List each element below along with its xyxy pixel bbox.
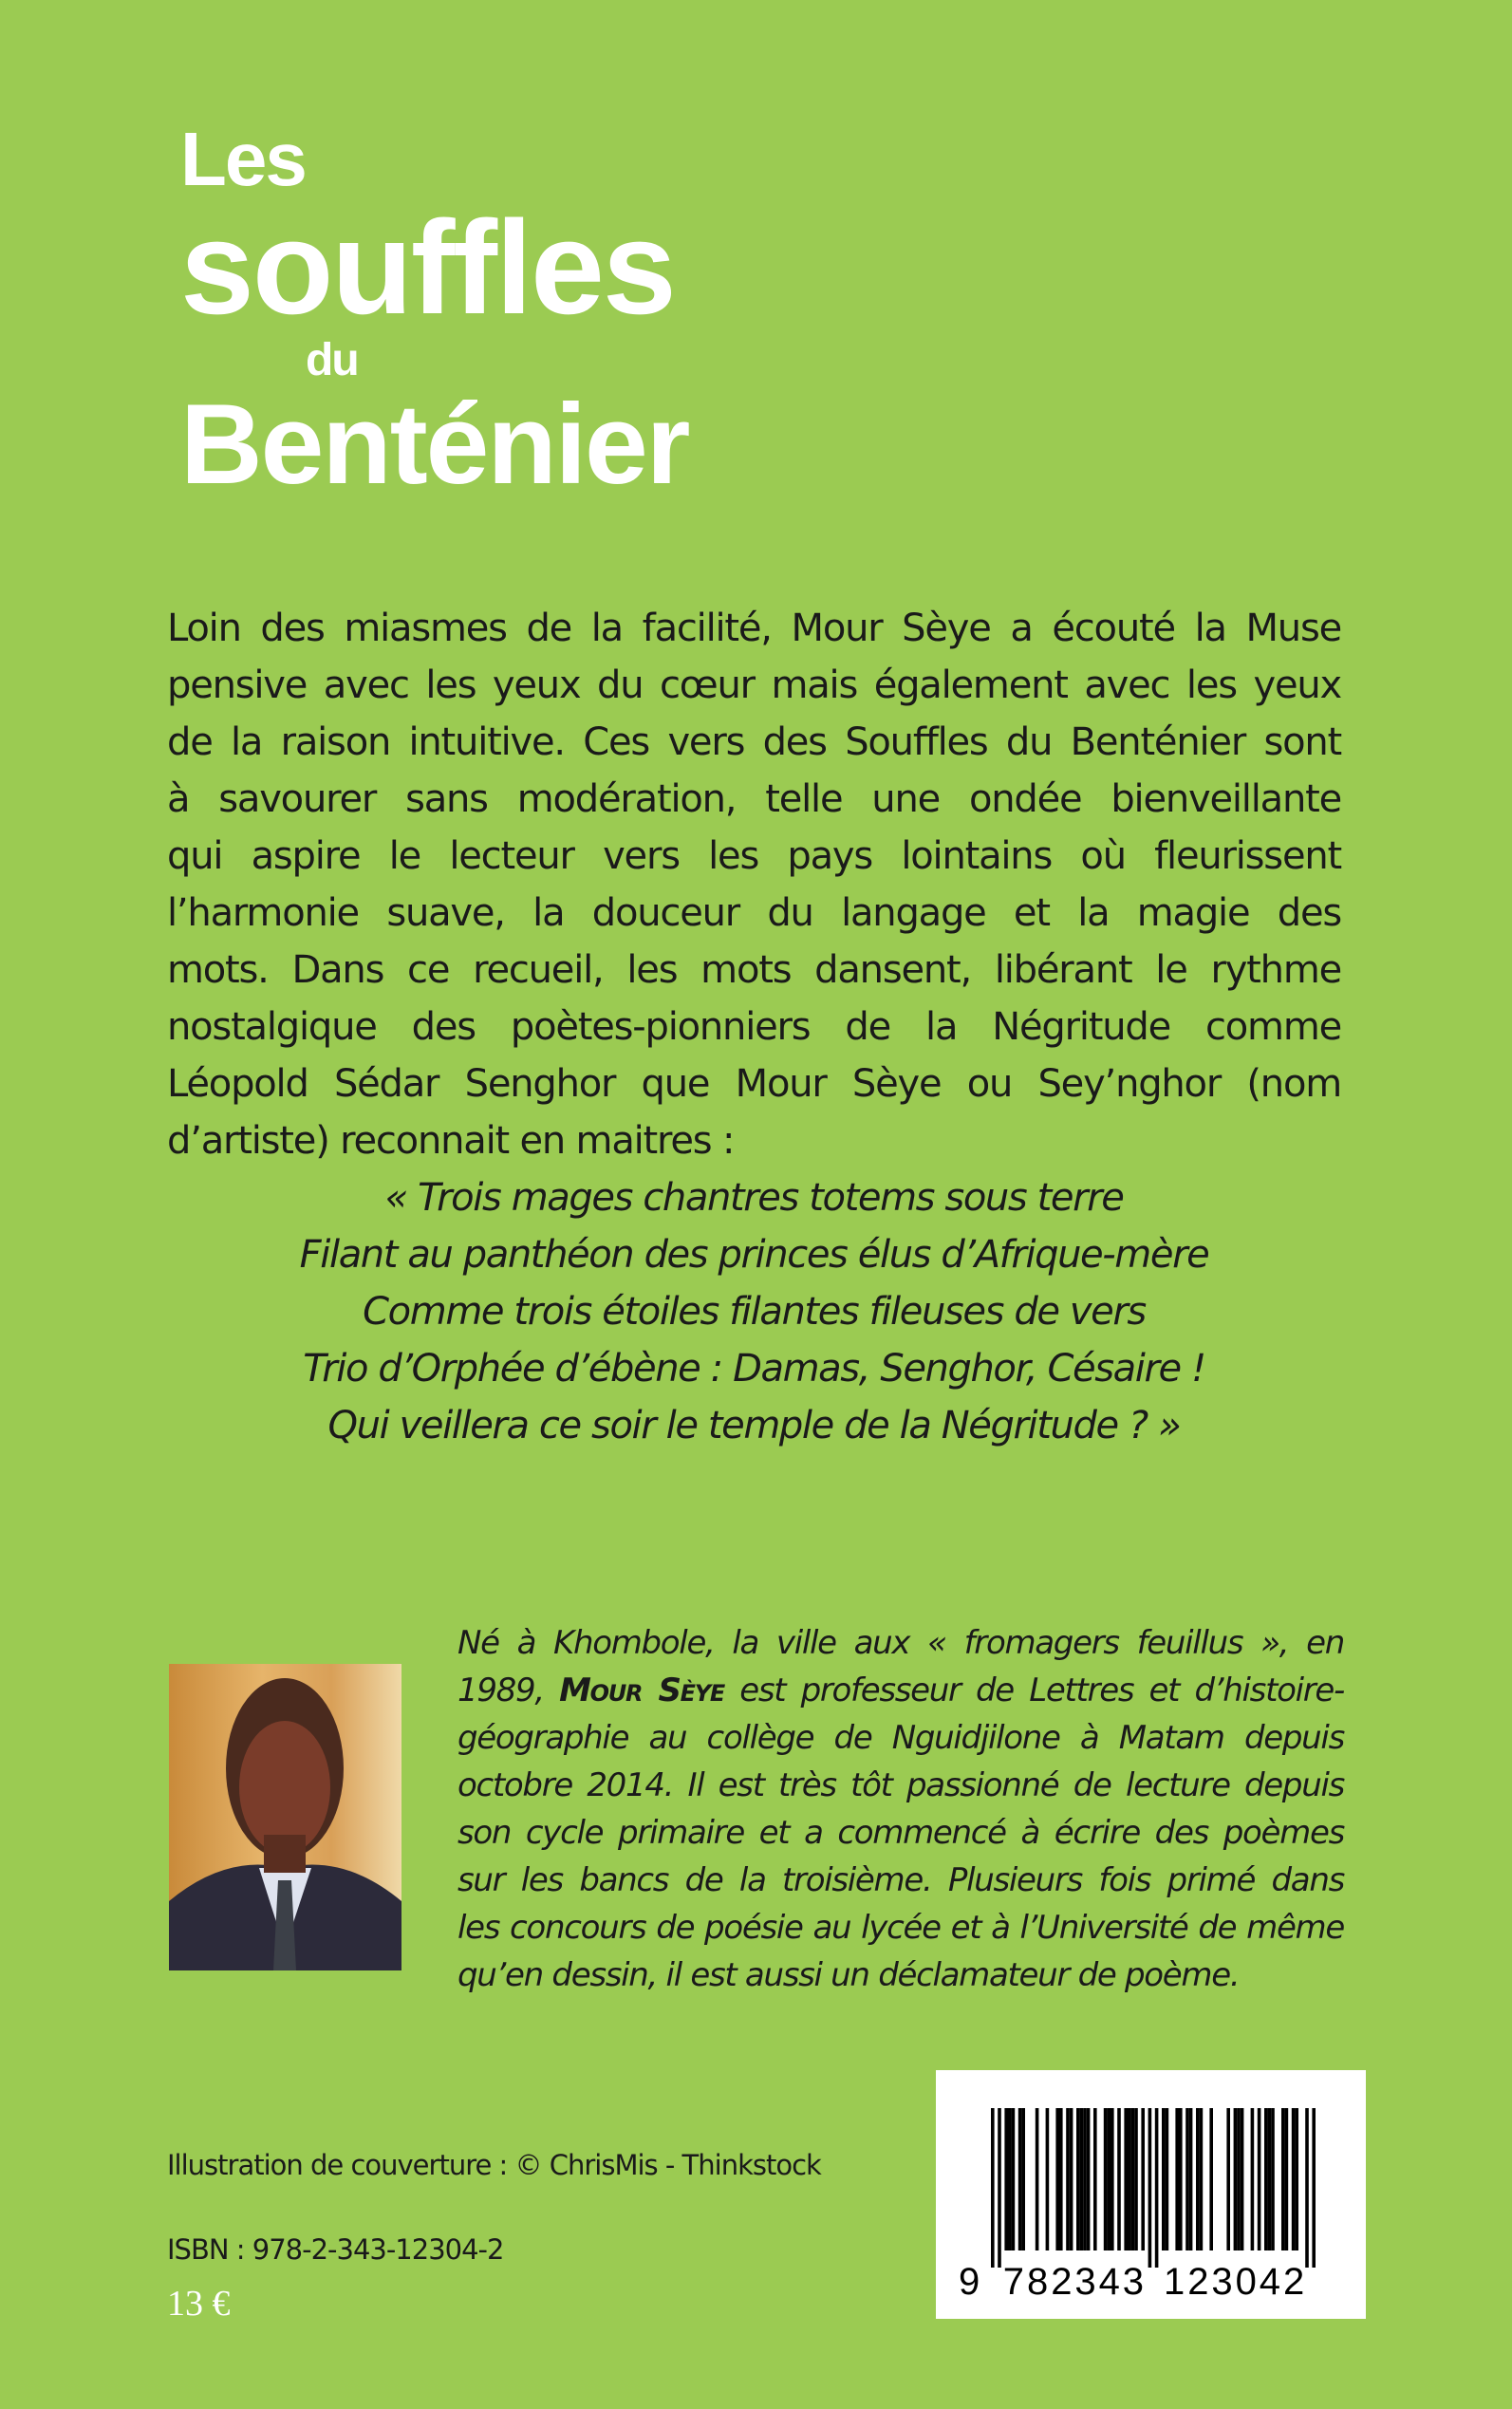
barcode-bar bbox=[1237, 2108, 1241, 2250]
bio-line: géographie au collège de Nguidjilone à Matam depuis bbox=[457, 1719, 1344, 1757]
blurb-line: l’harmonie suave, la douceur du langage et la magie des bbox=[167, 891, 1341, 935]
blurb-line: d’artiste) reconnait en maitres : bbox=[167, 1119, 735, 1163]
cover-credit: Illustration de couverture : © ChrisMis - Thinkstock bbox=[167, 2149, 821, 2181]
blurb-line: Loin des miasmes de la facilité, Mour Sèye a écouté la Muse bbox=[167, 607, 1341, 650]
barcode-bar bbox=[1131, 2108, 1135, 2250]
bio-text: est professeur de Lettres et d’histoire- bbox=[723, 1671, 1345, 1709]
bio-line: son cycle primaire et a commencé à écrire des poèmes bbox=[457, 1814, 1344, 1852]
bio-line: octobre 2014. Il est très tôt passionné de lecture depuis bbox=[457, 1766, 1344, 1804]
blurb-line: de la raison intuitive. Ces vers des Souffles du Benténier sont bbox=[167, 720, 1341, 764]
bio-text: 1989, bbox=[457, 1671, 560, 1709]
barcode-bar bbox=[1285, 2108, 1289, 2250]
barcode-bars bbox=[936, 2070, 1366, 2319]
poem-quote bbox=[167, 1169, 1341, 1454]
barcode-bar bbox=[1251, 2108, 1255, 2250]
barcode-bar bbox=[1134, 2108, 1138, 2250]
barcode bbox=[936, 2070, 1366, 2319]
barcode-bar bbox=[1271, 2108, 1275, 2250]
barcode-bar bbox=[998, 2108, 1001, 2268]
barcode-bar bbox=[1281, 2108, 1285, 2250]
barcode-bar bbox=[1166, 2108, 1169, 2250]
barcode-bar bbox=[1185, 2108, 1189, 2250]
blurb-line: pensive avec les yeux du cœur mais également avec les yeux bbox=[167, 663, 1341, 707]
barcode-digit: 3 bbox=[1211, 2261, 1233, 2303]
barcode-bar bbox=[1148, 2108, 1152, 2268]
blurb-text bbox=[167, 600, 1341, 1169]
barcode-bar bbox=[1066, 2108, 1070, 2250]
barcode-bar bbox=[1305, 2108, 1309, 2268]
barcode-bar bbox=[1196, 2108, 1200, 2250]
barcode-bar bbox=[1087, 2108, 1091, 2250]
blurb-line: à savourer sans modération, telle une ondée bienveillante bbox=[167, 777, 1341, 821]
barcode-bar bbox=[1295, 2108, 1298, 2250]
poem-line: Filant au panthéon des princes élus d’Afrique-mère bbox=[299, 1233, 1209, 1277]
barcode-bar bbox=[1124, 2108, 1128, 2250]
title-du: du bbox=[306, 335, 358, 385]
barcode-bar bbox=[1234, 2108, 1238, 2250]
barcode-digit: 3 bbox=[1074, 2261, 1096, 2303]
barcode-digit: 2 bbox=[1051, 2261, 1073, 2303]
barcode-bar bbox=[1083, 2108, 1087, 2250]
poem-line: Qui veillera ce soir le temple de la Négritude ? » bbox=[327, 1404, 1181, 1447]
barcode-bar bbox=[1046, 2108, 1050, 2250]
barcode-digit: 4 bbox=[1098, 2261, 1120, 2303]
barcode-bar bbox=[1241, 2108, 1244, 2250]
barcode-bar bbox=[1059, 2108, 1063, 2250]
isbn: ISBN : 978-2-343-12304-2 bbox=[167, 2233, 504, 2266]
barcode-bar bbox=[1104, 2108, 1108, 2250]
barcode-bar bbox=[1004, 2108, 1008, 2250]
barcode-bar bbox=[1076, 2108, 1080, 2250]
barcode-bar bbox=[1036, 2108, 1039, 2250]
title-souffles: souffles bbox=[180, 193, 675, 342]
barcode-digit: 2 bbox=[1283, 2261, 1305, 2303]
barcode-digit: 4 bbox=[1259, 2261, 1281, 2303]
title-bentenier: Benténier bbox=[180, 381, 689, 508]
barcode-bar bbox=[1093, 2108, 1097, 2250]
barcode-bar bbox=[1141, 2108, 1145, 2250]
barcode-bar bbox=[1111, 2108, 1114, 2250]
barcode-bar bbox=[1117, 2108, 1121, 2250]
barcode-bar bbox=[1292, 2108, 1296, 2250]
blurb-line: mots. Dans ce recueil, les mots dansent, libérant le rythme bbox=[167, 948, 1341, 992]
barcode-bar bbox=[1018, 2108, 1022, 2250]
barcode-bar bbox=[1264, 2108, 1268, 2250]
barcode-bar bbox=[1107, 2108, 1111, 2250]
bio-line: les concours de poésie au lycée et à l’Université de même bbox=[457, 1909, 1344, 1947]
barcode-bar bbox=[1268, 2108, 1272, 2250]
barcode-digit: 7 bbox=[1002, 2261, 1025, 2303]
barcode-digit: 9 bbox=[959, 2261, 980, 2303]
barcode-digit: 2 bbox=[1187, 2261, 1209, 2303]
author-photo bbox=[169, 1664, 401, 1970]
barcode-digit: 3 bbox=[1122, 2261, 1145, 2303]
poem-line: Trio d’Orphée d’ébène : Damas, Senghor, Césaire ! bbox=[303, 1347, 1205, 1391]
barcode-bar bbox=[1312, 2108, 1316, 2268]
title-les: Les bbox=[180, 117, 306, 201]
barcode-bar bbox=[1258, 2108, 1261, 2250]
blurb-line: qui aspire le lecteur vers les pays lointains où fleurissent bbox=[167, 834, 1341, 878]
barcode-bar bbox=[1175, 2108, 1179, 2250]
author-bio bbox=[457, 1619, 1344, 1999]
barcode-bar bbox=[1162, 2108, 1166, 2250]
barcode-bar bbox=[1055, 2108, 1059, 2250]
poem-line: « Trois mages chantres totems sous terre bbox=[384, 1176, 1124, 1220]
barcode-digit: 1 bbox=[1164, 2261, 1185, 2303]
barcode-bar bbox=[1200, 2108, 1204, 2250]
barcode-bar bbox=[991, 2108, 995, 2268]
bio-line: Né à Khombole, la ville aux « fromagers feuillus », en bbox=[457, 1624, 1344, 1662]
barcode-bar bbox=[1226, 2108, 1230, 2250]
bio-line: sur les bancs de la troisième. Plusieurs fois primé dans bbox=[457, 1861, 1344, 1899]
barcode-bar bbox=[1012, 2108, 1016, 2250]
barcode-bar bbox=[1189, 2108, 1193, 2250]
blurb-line: nostalgique des poètes-pionniers de la Négritude comme bbox=[167, 1005, 1341, 1049]
price: 13 € bbox=[167, 2284, 231, 2324]
barcode-bar bbox=[1070, 2108, 1073, 2250]
barcode-bar bbox=[1179, 2108, 1183, 2250]
barcode-bar bbox=[1008, 2108, 1012, 2250]
barcode-bar bbox=[1128, 2108, 1131, 2250]
blurb-line: Léopold Sédar Senghor que Mour Sèye ou Sey’nghor (nom bbox=[167, 1062, 1341, 1106]
poem-line: Comme trois étoiles filantes fileuses de vers bbox=[363, 1290, 1146, 1334]
barcode-bar bbox=[1155, 2108, 1159, 2268]
bio-line: qu’en dessin, il est aussi un déclamateur de poème. bbox=[457, 1956, 1240, 1994]
barcode-digit: 0 bbox=[1235, 2261, 1257, 2303]
bio-line bbox=[457, 1667, 1344, 1714]
barcode-digit: 8 bbox=[1027, 2261, 1049, 2303]
barcode-bar bbox=[1209, 2108, 1213, 2250]
barcode-bar bbox=[1080, 2108, 1084, 2250]
author-name: Mour Sèye bbox=[559, 1671, 724, 1709]
barcode-bar bbox=[1021, 2108, 1025, 2250]
